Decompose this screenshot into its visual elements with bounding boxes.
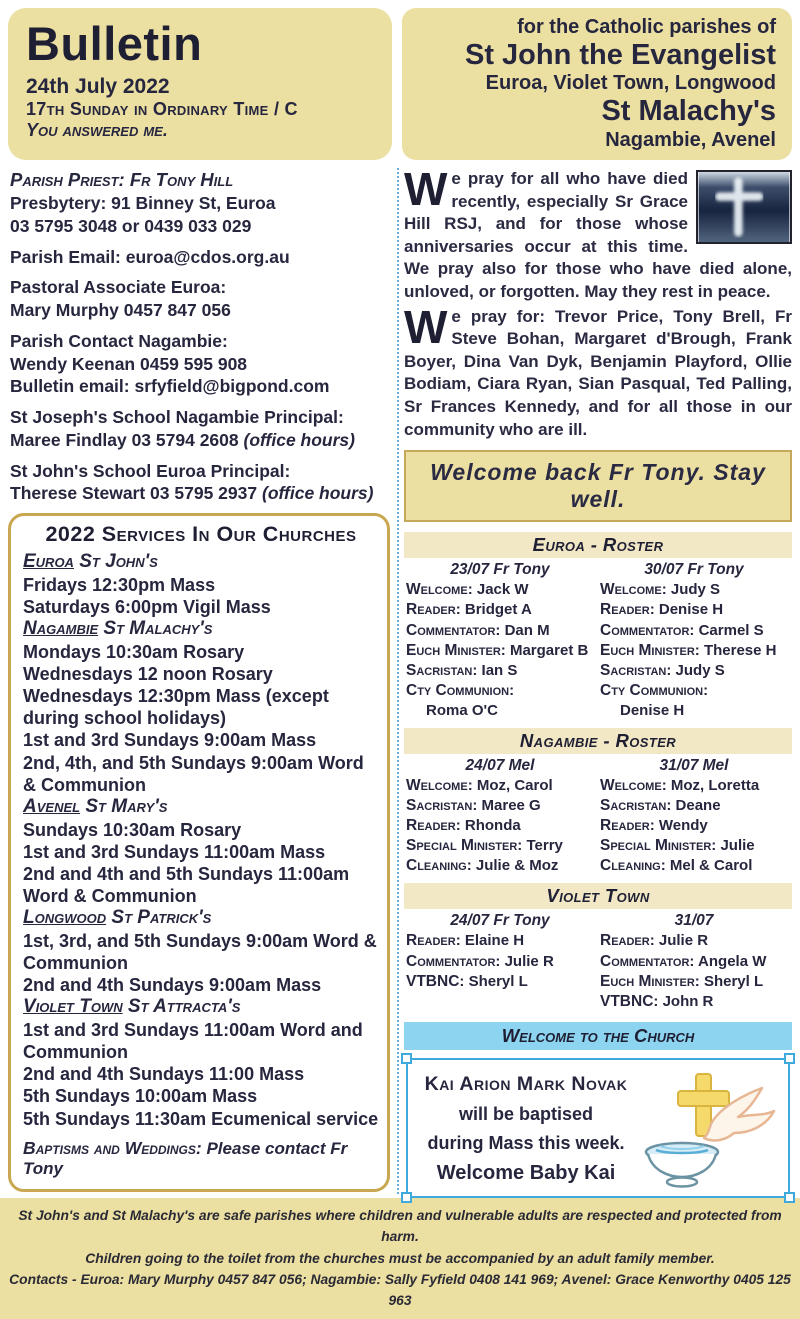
roster-person-name: Ian S	[481, 661, 518, 679]
roster-entry: Sacristan: Maree G	[406, 796, 541, 814]
service-town: Nagambie	[23, 618, 99, 640]
roster-entry: Commentator: Dan M	[406, 621, 550, 639]
services-footer	[23, 1138, 379, 1179]
service-town: Avenel	[23, 795, 81, 817]
service-town: Longwood	[23, 907, 107, 929]
roster-person-name: Mel & Carol	[669, 857, 753, 875]
column-divider	[397, 168, 399, 1194]
service-time-line: 2nd, 4th, and 5th Sundays 9:00am Word & Communion	[23, 752, 364, 795]
contact-line-text: 03 5795 3048 or 0439 033 029	[10, 215, 252, 236]
parish-name-2: St Malachy's	[601, 95, 776, 128]
contact-paragraph	[10, 460, 388, 506]
parish-towns-1: Euroa, Violet Town, Longwood	[485, 72, 776, 95]
roster-entry: Reader: Bridget A	[406, 601, 532, 619]
roster-entry: VTBNC: Sheryl L	[406, 972, 528, 990]
roster-person-name: Jack W	[476, 581, 529, 599]
roster-role-label: Euch Minister	[600, 641, 695, 659]
bulletin-date: 24th July 2022	[26, 75, 170, 98]
left-column	[8, 166, 390, 1198]
roster-columns	[404, 912, 792, 1012]
contact-line-text: St Joseph's School Nagambie Principal:	[10, 407, 344, 428]
roster-columns	[404, 561, 792, 720]
baptism-line: will be baptised	[458, 1103, 594, 1124]
roster-column	[598, 561, 792, 720]
roster-person-name: John R	[662, 992, 714, 1010]
service-church: St John's	[79, 551, 158, 573]
contact-line	[10, 406, 388, 429]
services-footer-text: Please contact Fr Tony	[23, 1138, 348, 1178]
roster-entry: Reader: Julie R	[600, 932, 709, 950]
roster-role-label: Sacristan	[406, 661, 473, 679]
roster-entry: Reader: Denise H	[600, 601, 724, 619]
roster-person-name: Elaine H	[464, 932, 525, 950]
frame-corner	[401, 1053, 412, 1064]
roster-role-label: Euch Minister	[600, 972, 695, 990]
roster-entry: Welcome: Jack W	[406, 581, 529, 599]
roster-date: 31/07	[674, 912, 714, 930]
safe-parish-footer	[0, 1198, 800, 1319]
prayer-deceased-text: e pray for all who have died recently, especially Sr Grace Hill RSJ, and for those whose anniversaries occur at this time. We pray also for those who have died alone, unloved, or forgotten. May they rest in peace.	[404, 169, 792, 302]
contact-line-text: Therese Stewart 03 5795 2937	[10, 483, 258, 504]
roster-role-label: Sacristan	[406, 796, 473, 814]
service-church-heading	[23, 796, 379, 819]
contact-info	[8, 166, 390, 505]
roster-role-label: Sacristan	[600, 796, 667, 814]
roster-person-name: Therese H	[703, 641, 777, 659]
roster-date: 23/07 Fr Tony	[450, 561, 550, 579]
roster-date: 30/07 Fr Tony	[644, 561, 744, 579]
roster-person-name: Maree G	[481, 796, 541, 814]
service-church: St Mary's	[85, 795, 168, 817]
contact-line	[10, 353, 388, 376]
roster-person-name: Julie R	[658, 932, 709, 950]
service-church-heading	[23, 907, 379, 930]
roster-entry: Cty Communion:	[600, 682, 709, 700]
roster-role-label: Welcome	[406, 581, 468, 599]
parishes-intro: for the Catholic parishes of	[517, 16, 776, 38]
roster-entry: Commentator: Carmel S	[600, 621, 764, 639]
roster-role-label: Reader	[600, 816, 650, 834]
roster-person-name: Denise H	[658, 601, 724, 619]
roster-person-name: Judy S	[670, 581, 721, 599]
service-time-line: 1st, 3rd, and 5th Sundays 9:00am Word & Communion	[23, 930, 377, 973]
roster-person-name: Wendy	[658, 816, 708, 834]
contact-line	[10, 460, 388, 483]
service-church: St Attracta's	[127, 996, 241, 1018]
baptism-name: Kai Arion Mark Novak	[424, 1072, 628, 1095]
roster-entry	[600, 701, 788, 721]
roster-role-label: Welcome	[600, 776, 662, 794]
service-time-line: Wednesdays 12 noon Rosary	[23, 664, 273, 685]
theme-quote: You answered me.	[26, 120, 168, 140]
roster-columns	[404, 757, 792, 877]
services-box	[8, 513, 390, 1192]
roster-date: 24/07 Fr Tony	[450, 912, 550, 930]
welcome-church-header: Welcome to the Church	[404, 1022, 792, 1050]
roster-person-name: Moz, Carol	[476, 776, 553, 794]
contact-line-text: Maree Findlay 03 5794 2608	[10, 429, 239, 450]
footer-line: Children going to the toilet from the churches must be accompanied by an adult family member.	[85, 1250, 715, 1266]
roster-role-label: Reader	[406, 816, 456, 834]
service-time-line: 2nd and 4th Sundays 11:00 Mass	[23, 1064, 305, 1085]
footer-line: Contacts - Euroa: Mary Murphy 0457 847 056; Nagambie: Sally Fyfield 0408 141 969; Avenel: Grace Kenworthy 0405 125 963	[9, 1272, 791, 1309]
roster-person-name: Sheryl L	[468, 972, 528, 990]
baptism-text	[418, 1073, 634, 1185]
roster-person-name: Julie R	[504, 952, 554, 970]
service-time-line: 5th Sundays 10:00am Mass	[23, 1086, 258, 1107]
roster-role-label: Cleaning	[406, 857, 467, 875]
roster-entry	[406, 701, 594, 721]
roster-entry: Euch Minister: Margaret B	[406, 641, 589, 659]
roster-entry: Commentator: Julie R	[406, 952, 554, 970]
roster-entry: Cleaning: Julie & Moz	[406, 857, 559, 875]
roster-column	[598, 912, 792, 1012]
roster-role-label: Commentator	[600, 952, 690, 970]
service-town: Euroa	[23, 551, 74, 573]
roster-person-name: Dan M	[504, 621, 550, 639]
roster-entry: VTBNC: John R	[600, 992, 714, 1010]
content-columns	[0, 162, 800, 1198]
roster-role-label: Reader	[406, 932, 456, 950]
parishes-title-box	[402, 8, 792, 160]
roster-role-label: Reader	[600, 932, 650, 950]
service-time-line: 1st and 3rd Sundays 9:00am Mass	[23, 730, 317, 751]
roster-role-label: Reader	[600, 601, 650, 619]
office-hours-note: (office hours)	[257, 483, 374, 504]
roster-person-name: Carmel S	[698, 621, 764, 639]
roster-entry: Special Minister: Julie	[600, 837, 755, 855]
roster-entry: Cleaning: Mel & Carol	[600, 857, 753, 875]
services-footer-label: Baptisms and Weddings:	[23, 1137, 202, 1158]
roster-role-label: Welcome	[600, 581, 662, 599]
baptism-line: during Mass this week.	[427, 1132, 625, 1153]
contact-line	[10, 330, 388, 353]
roster-role-label: Special Minister	[406, 837, 518, 855]
service-time-line: 5th Sundays 11:30am Ecumenical service	[23, 1108, 379, 1129]
contact-line-text: Bulletin email: srfyfield@bigpond.com	[10, 376, 330, 397]
roster-header: Euroa - Roster	[404, 532, 792, 558]
drop-cap: W	[404, 300, 448, 353]
roster-entry: Welcome: Moz, Loretta	[600, 776, 760, 794]
page-title: Bulletin	[26, 17, 203, 70]
frame-corner	[401, 1192, 412, 1203]
contact-paragraph	[10, 246, 388, 269]
contact-line-text: Wendy Keenan 0459 595 908	[10, 353, 248, 374]
roster-person-name: Moz, Loretta	[670, 776, 760, 794]
welcome-back-banner: Welcome back Fr Tony. Stay well.	[404, 450, 792, 522]
roster-column	[404, 757, 598, 877]
roster-person-name: Margaret B	[509, 641, 589, 659]
contact-line	[10, 168, 388, 192]
service-time-line: Wednesdays 12:30pm Mass (except during school holidays)	[23, 686, 329, 729]
cross-photo-icon	[696, 170, 792, 244]
roster-header: Nagambie - Roster	[404, 728, 792, 754]
service-church: St Malachy's	[103, 618, 213, 640]
roster-person-name: Sheryl L	[703, 972, 764, 990]
roster-role-label: Commentator	[406, 621, 496, 639]
service-time-line: Mondays 10:30am Rosary	[23, 641, 245, 662]
baptism-cross-dove-font-icon	[634, 1070, 782, 1188]
roster-person-name: Roma O'C	[426, 702, 498, 720]
rosters	[404, 532, 792, 1012]
prayer-sick	[404, 300, 792, 442]
service-church-heading	[23, 551, 379, 574]
contact-line-text: Pastoral Associate Euroa:	[10, 277, 227, 298]
service-town: Violet Town	[23, 996, 123, 1018]
roster-role-label: Cleaning	[600, 857, 661, 875]
roster-header: Violet Town	[404, 883, 792, 909]
baptism-notice-box	[406, 1058, 790, 1198]
service-time-line: Saturdays 6:00pm Vigil Mass	[23, 596, 271, 617]
roster-entry: Reader: Rhonda	[406, 816, 521, 834]
roster-person-name: Deane	[675, 796, 721, 814]
service-church-heading	[23, 996, 379, 1019]
contact-line-text: Mary Murphy 0457 847 056	[10, 300, 231, 321]
contact-line	[10, 215, 388, 238]
roster-person-name: Denise H	[620, 702, 685, 720]
roster-person-name: Rhonda	[464, 816, 521, 834]
service-time-line: 2nd and 4th Sundays 9:00am Mass	[23, 975, 322, 996]
parish-towns-2: Nagambie, Avenel	[605, 128, 776, 151]
contact-paragraph	[10, 330, 388, 398]
roster-column	[404, 561, 598, 720]
contact-paragraph	[10, 276, 388, 322]
roster-role-label: Commentator	[600, 621, 690, 639]
roster-person-name: Julie & Moz	[475, 857, 559, 875]
liturgical-season: 17th Sunday in Ordinary Time / C	[26, 99, 298, 119]
roster-role-label: Special Minister	[600, 837, 712, 855]
service-church-heading	[23, 618, 379, 641]
frame-corner	[784, 1053, 795, 1064]
roster-entry: Reader: Wendy	[600, 816, 708, 834]
roster-person-name: Bridget A	[464, 601, 532, 619]
contact-line	[10, 192, 388, 215]
service-time-line: Sundays 10:30am Rosary	[23, 819, 242, 840]
services-list	[23, 551, 379, 1130]
contact-line	[10, 429, 388, 452]
roster-entry: Euch Minister: Sheryl L	[600, 972, 764, 990]
baptism-line: Welcome Baby Kai	[436, 1161, 616, 1184]
service-church: St Patrick's	[111, 907, 212, 929]
bulletin-title-box	[8, 8, 392, 160]
roster-entry: Commentator: Angela W	[600, 952, 767, 970]
roster-entry: Welcome: Moz, Carol	[406, 776, 553, 794]
contact-line	[10, 375, 388, 398]
right-column	[404, 163, 792, 1198]
drop-cap: W	[404, 163, 448, 215]
prayer-deceased	[404, 163, 792, 304]
roster-entry: Euch Minister: Therese H	[600, 641, 777, 659]
contact-line-text: Presbytery: 91 Binney St, Euroa	[10, 193, 276, 214]
roster-column	[404, 912, 598, 1012]
frame-corner	[784, 1192, 795, 1203]
roster-entry: Sacristan: Judy S	[600, 661, 725, 679]
roster-entry: Welcome: Judy S	[600, 581, 721, 599]
contact-line	[10, 246, 388, 269]
contact-line-text: St John's School Euroa Principal:	[10, 460, 291, 481]
contact-line	[10, 276, 388, 299]
roster-person-name: Judy S	[675, 661, 725, 679]
service-time-line: 2nd and 4th and 5th Sundays 11:00am Word & Communion	[23, 863, 350, 906]
contact-line-text: Parish Email: euroa@cdos.org.au	[10, 246, 290, 267]
roster-entry: Cty Communion:	[406, 682, 515, 700]
page-header	[0, 0, 800, 162]
roster-role-label: VTBNC	[600, 992, 654, 1010]
roster-role-label: Euch Minister	[406, 641, 501, 659]
roster-person-name: Terry	[526, 837, 563, 855]
roster-date: 24/07 Mel	[465, 756, 535, 774]
service-time-line: 1st and 3rd Sundays 11:00am Word and Communion	[23, 1020, 363, 1063]
roster-role-label: Sacristan	[600, 661, 667, 679]
contact-line	[10, 299, 388, 322]
roster-date: 31/07 Mel	[659, 756, 729, 774]
office-hours-note: (office hours)	[238, 429, 355, 450]
services-title: 2022 Services In Our Churches	[45, 522, 357, 547]
roster-column	[598, 757, 792, 877]
parish-name-1: St John the Evangelist	[465, 39, 776, 71]
roster-role-label: Cty Communion	[406, 682, 510, 700]
roster-entry: Sacristan: Deane	[600, 796, 721, 814]
roster-role-label: Cty Communion	[600, 682, 704, 700]
roster-role-label: Reader	[406, 601, 456, 619]
roster-person-name: Julie	[720, 837, 755, 855]
roster-role-label: VTBNC	[406, 972, 460, 990]
service-time-line: Fridays 12:30pm Mass	[23, 574, 216, 595]
roster-role-label: Commentator	[406, 952, 496, 970]
footer-line: St John's and St Malachy's are safe parishes where children and vulnerable adults are respected and protected from harm.	[18, 1207, 782, 1245]
contact-line-text: Parish Priest: Fr Tony Hill	[10, 169, 234, 190]
service-time-line: 1st and 3rd Sundays 11:00am Mass	[23, 841, 326, 862]
prayer-sick-text: e pray for: Trevor Price, Tony Brell, Fr Steve Bohan, Margaret d'Brough, Frank Boyer, Dina Van Dyk, Benjamin Playford, Ollie Bodiam, Ciara Ryan, Sian Pasqual, Ted Palling, Sr Frances Kennedy, and for all those in our community who are ill.	[404, 306, 792, 439]
roster-person-name: Angela W	[698, 952, 767, 970]
roster-entry: Reader: Elaine H	[406, 932, 525, 950]
contact-line	[10, 482, 388, 505]
contact-paragraph	[10, 406, 388, 452]
roster-role-label: Welcome	[406, 776, 468, 794]
roster-entry: Sacristan: Ian S	[406, 661, 518, 679]
contact-line-text: Parish Contact Nagambie:	[10, 330, 228, 351]
contact-paragraph	[10, 168, 388, 238]
roster-entry: Special Minister: Terry	[406, 837, 563, 855]
